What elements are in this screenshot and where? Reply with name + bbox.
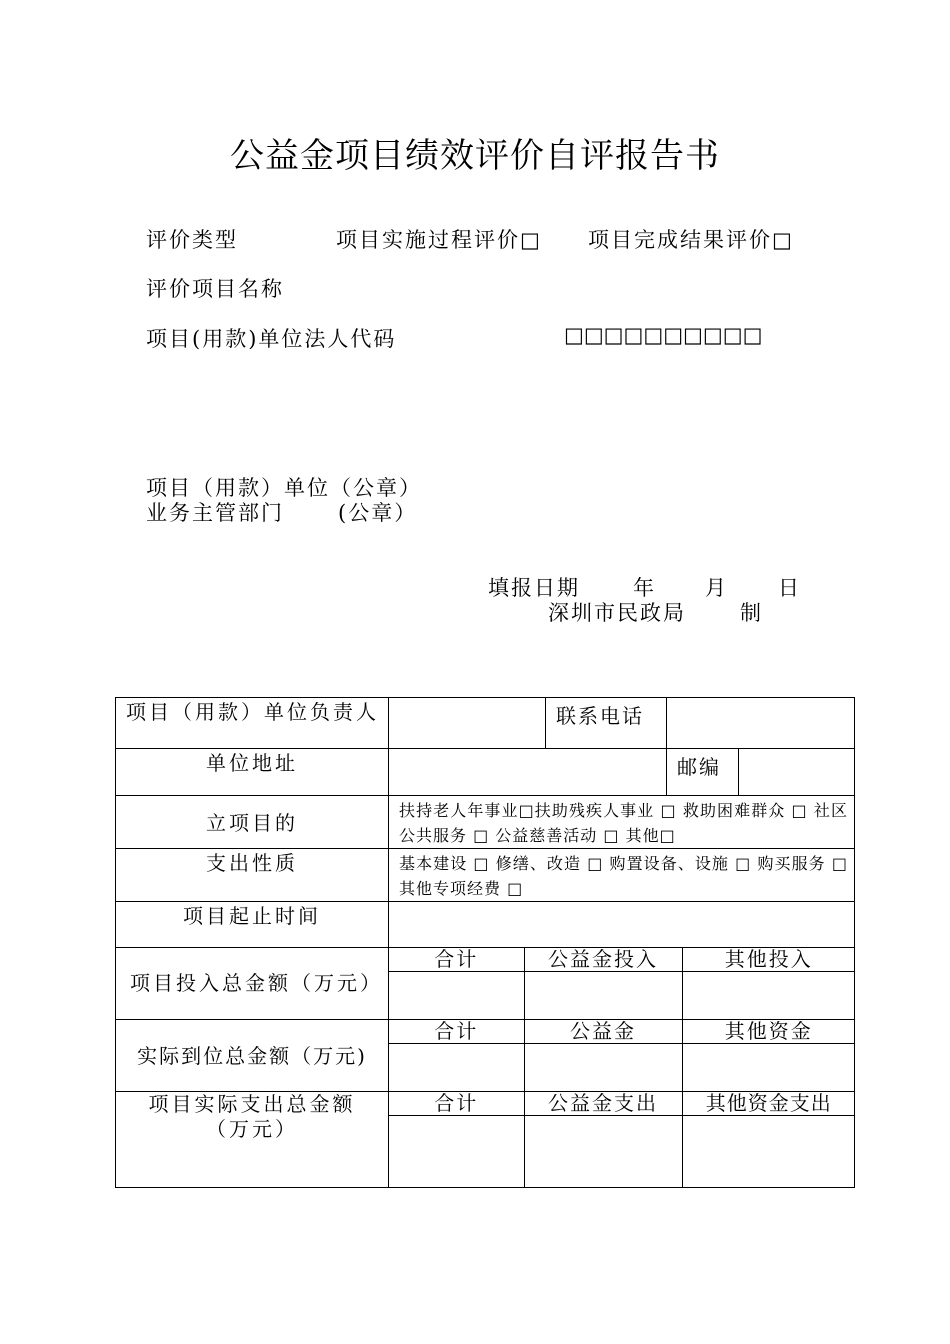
address-label: 单位地址 (116, 749, 389, 796)
responsible-input[interactable] (389, 698, 546, 748)
postcode-label: 邮编 (667, 749, 739, 795)
invest-col-other: 其他投入 (682, 948, 855, 972)
invest-col-total: 合计 (389, 948, 524, 972)
table-row (116, 796, 855, 849)
actual-cell (389, 1020, 855, 1092)
table-row (116, 948, 855, 1020)
invest-other-input[interactable] (682, 972, 855, 1020)
postcode-input[interactable] (739, 749, 854, 795)
table-row (116, 698, 855, 749)
spend-welfare-input[interactable] (524, 1116, 682, 1188)
table-row (116, 902, 855, 948)
actual-col-total: 合计 (389, 1020, 524, 1044)
phone-label: 联系电话 (546, 698, 667, 748)
eval-type-result-option[interactable]: 项目完成结果评价□ (588, 228, 794, 252)
table-row (116, 1020, 855, 1092)
spend-col-other: 其他资金支出 (682, 1092, 855, 1116)
spend-cell (389, 1092, 855, 1188)
org-code-label: 项目(用款)单位法人代码 (146, 327, 397, 351)
issuer-name: 深圳市民政局 (548, 601, 686, 625)
table-row (116, 849, 855, 902)
actual-welfare-input[interactable] (524, 1044, 682, 1092)
actual-col-other: 其他资金 (682, 1020, 855, 1044)
table-row (116, 749, 855, 796)
invest-label: 项目投入总金额（万元） (116, 948, 389, 1020)
phone-input[interactable] (667, 698, 854, 748)
invest-total-input[interactable] (389, 972, 524, 1020)
eval-type-label: 评价类型 (146, 228, 238, 252)
org-code-boxes[interactable]: □□□□□□□□□□ (564, 323, 763, 347)
purpose-options[interactable]: 扶持老人年事业□扶助残疾人事业 □ 救助困难群众 □ 社区公共服务 □ 公益慈善活动 □ 其他□ (389, 796, 855, 849)
responsible-phone-cell (389, 698, 855, 749)
nature-label: 支出性质 (116, 849, 389, 902)
dept-label: 业务主管部门 (146, 501, 284, 525)
fill-date-label: 填报日期 (488, 576, 580, 600)
unit-seal-label: 项目（用款）单位（公章） (146, 476, 422, 500)
spend-col-welfare: 公益金支出 (524, 1092, 682, 1116)
dept-seal-label: (公章） (338, 501, 418, 525)
period-input[interactable] (389, 902, 855, 948)
issuer-suffix: 制 (740, 601, 763, 625)
spend-total-input[interactable] (389, 1116, 524, 1188)
page-title: 公益金项目绩效评价自评报告书 (230, 136, 720, 176)
fill-date-month: 月 (705, 576, 728, 600)
invest-welfare-input[interactable] (524, 972, 682, 1020)
responsible-label: 项目（用款）单位负责人 (116, 698, 389, 749)
actual-col-welfare: 公益金 (524, 1020, 682, 1044)
eval-type-process-option[interactable]: 项目实施过程评价□ (336, 228, 542, 252)
address-input[interactable] (389, 749, 667, 795)
actual-total-input[interactable] (389, 1044, 524, 1092)
invest-col-welfare: 公益金投入 (524, 948, 682, 972)
info-table (115, 697, 855, 1188)
fill-date-day: 日 (778, 576, 801, 600)
nature-options[interactable]: 基本建设 □ 修缮、改造 □ 购置设备、设施 □ 购买服务 □ 其他专项经费 □ (389, 849, 855, 902)
period-label: 项目起止时间 (116, 902, 389, 948)
fill-date-year: 年 (633, 576, 656, 600)
spend-other-input[interactable] (682, 1116, 855, 1188)
spend-label: 项目实际支出总金额（万元） (116, 1092, 389, 1188)
project-name-label: 评价项目名称 (146, 277, 284, 301)
actual-other-input[interactable] (682, 1044, 855, 1092)
actual-label: 实际到位总金额（万元) (116, 1020, 389, 1092)
table-row (116, 1092, 855, 1188)
address-postcode-cell (389, 749, 855, 796)
invest-cell (389, 948, 855, 1020)
purpose-label: 立项目的 (116, 796, 389, 849)
spend-col-total: 合计 (389, 1092, 524, 1116)
